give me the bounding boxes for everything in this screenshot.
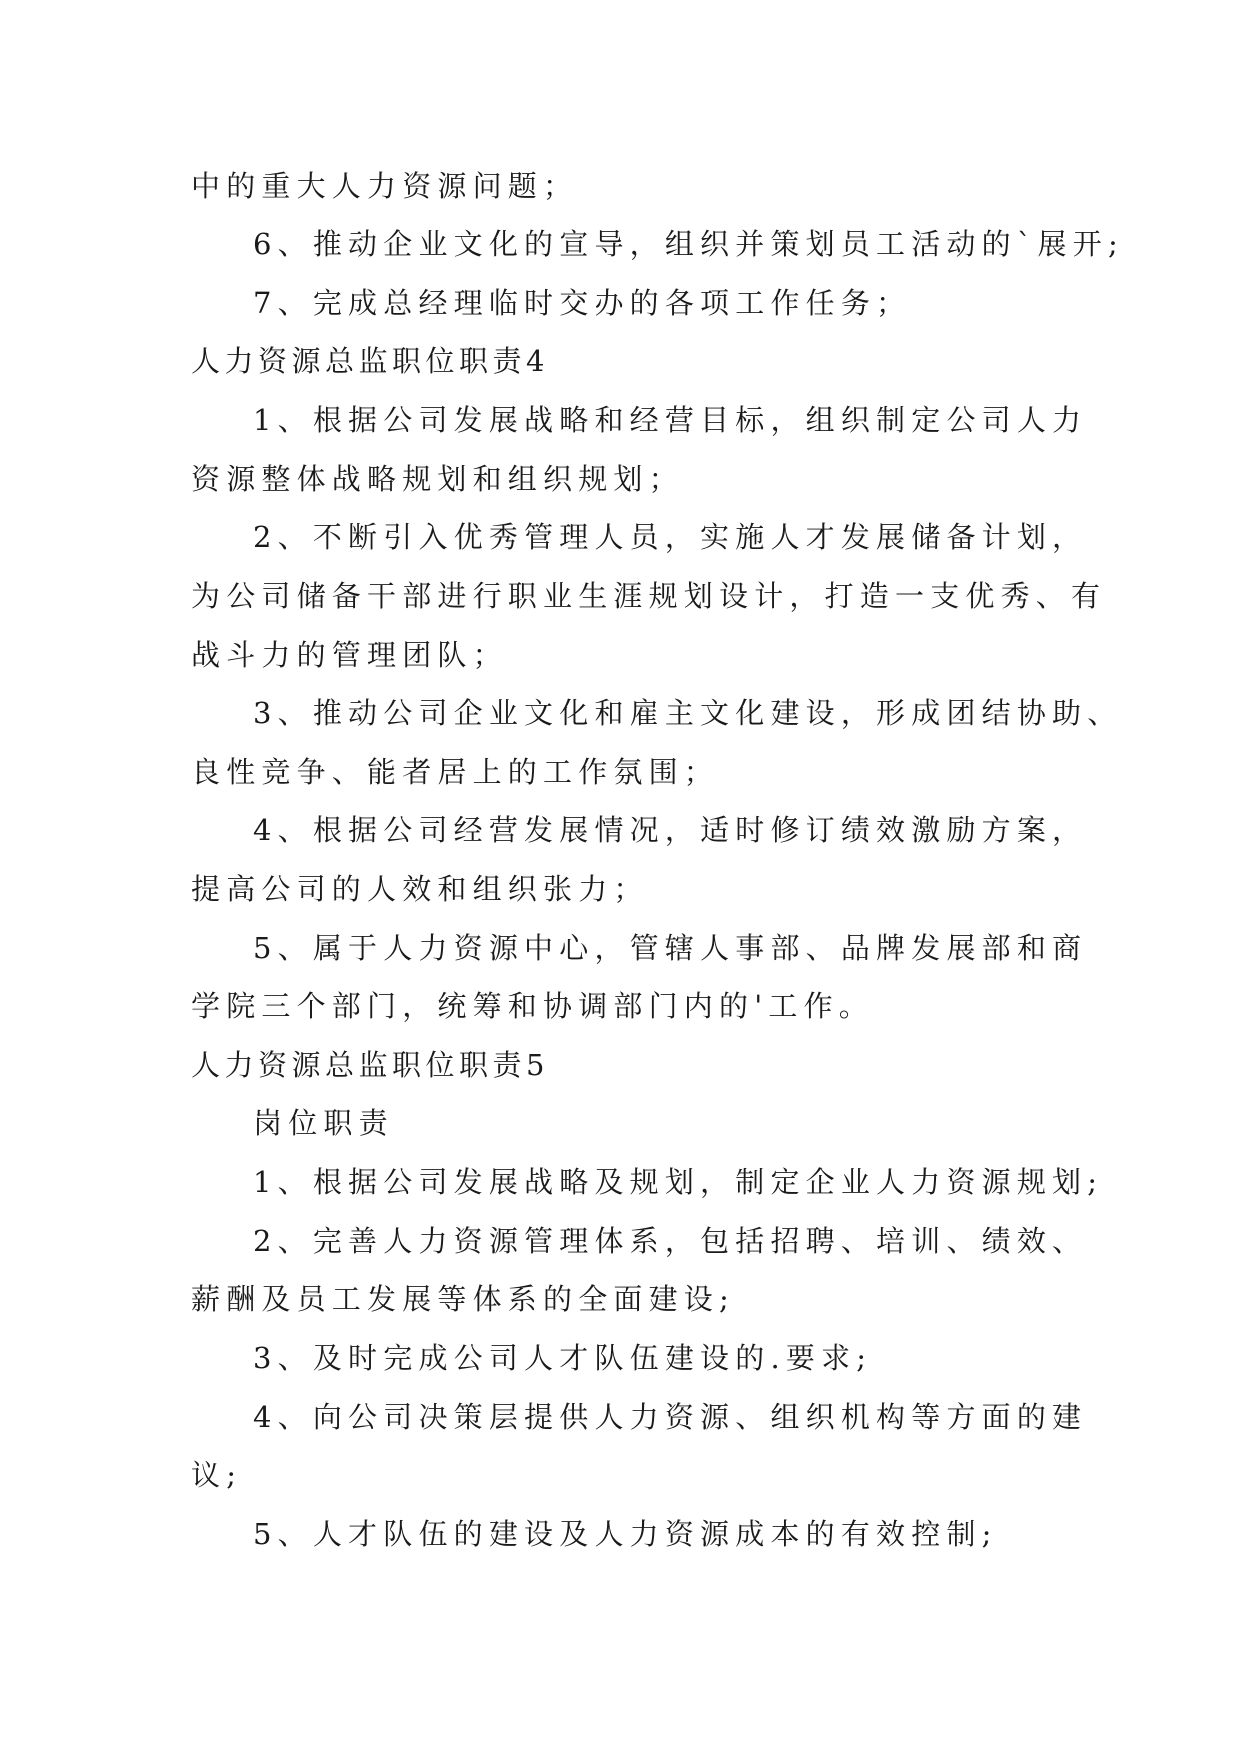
list-item: 4、根据公司经营发展情况，适时修订绩效激励方案，	[253, 813, 1088, 847]
paragraph-line: 提高公司的人效和组织张力；	[191, 872, 649, 906]
paragraph-line: 战斗力的管理团队；	[191, 638, 508, 672]
paragraph-line: 为公司储备干部进行职业生涯规划设计，打造一支优秀、有	[191, 579, 1107, 613]
section-heading: 人力资源总监职位职责5	[191, 1048, 549, 1082]
list-item: 3、推动公司企业文化和雇主文化建设，形成团结协助、	[253, 696, 1123, 730]
list-item: 1、根据公司发展战略和经营目标，组织制定公司人力	[253, 403, 1088, 437]
paragraph-line: 学院三个部门，统筹和协调部门内的'工作。	[191, 989, 874, 1023]
section-heading: 人力资源总监职位职责4	[191, 344, 549, 378]
list-item: 3、及时完成公司人才队伍建设的.要求;	[253, 1341, 873, 1375]
list-item: 4、向公司决策层提供人力资源、组织机构等方面的建	[253, 1400, 1088, 1434]
list-item: 2、完善人力资源管理体系，包括招聘、培训、绩效、	[253, 1224, 1088, 1258]
paragraph-line: 议;	[191, 1458, 243, 1492]
list-item: 6、推动企业文化的宣导，组织并策划员工活动的`展开;	[253, 227, 1124, 261]
list-item: 2、不断引入优秀管理人员，实施人才发展储备计划，	[253, 520, 1088, 554]
list-item: 5、属于人力资源中心，管辖人事部、品牌发展部和商	[253, 931, 1088, 965]
list-item: 5、人才队伍的建设及人力资源成本的有效控制;	[253, 1517, 998, 1551]
paragraph-line: 中的重大人力资源问题；	[191, 169, 579, 203]
list-item: 1、根据公司发展战略及规划，制定企业人力资源规划;	[253, 1165, 1104, 1199]
paragraph-line: 资源整体战略规划和组织规划；	[191, 462, 684, 496]
list-item: 7、完成总经理临时交办的各项工作任务；	[253, 286, 912, 320]
subheading: 岗位职责	[253, 1106, 394, 1140]
paragraph-line: 薪酬及员工发展等体系的全面建设;	[191, 1282, 735, 1316]
paragraph-line: 良性竞争、能者居上的工作氛围；	[191, 755, 720, 789]
